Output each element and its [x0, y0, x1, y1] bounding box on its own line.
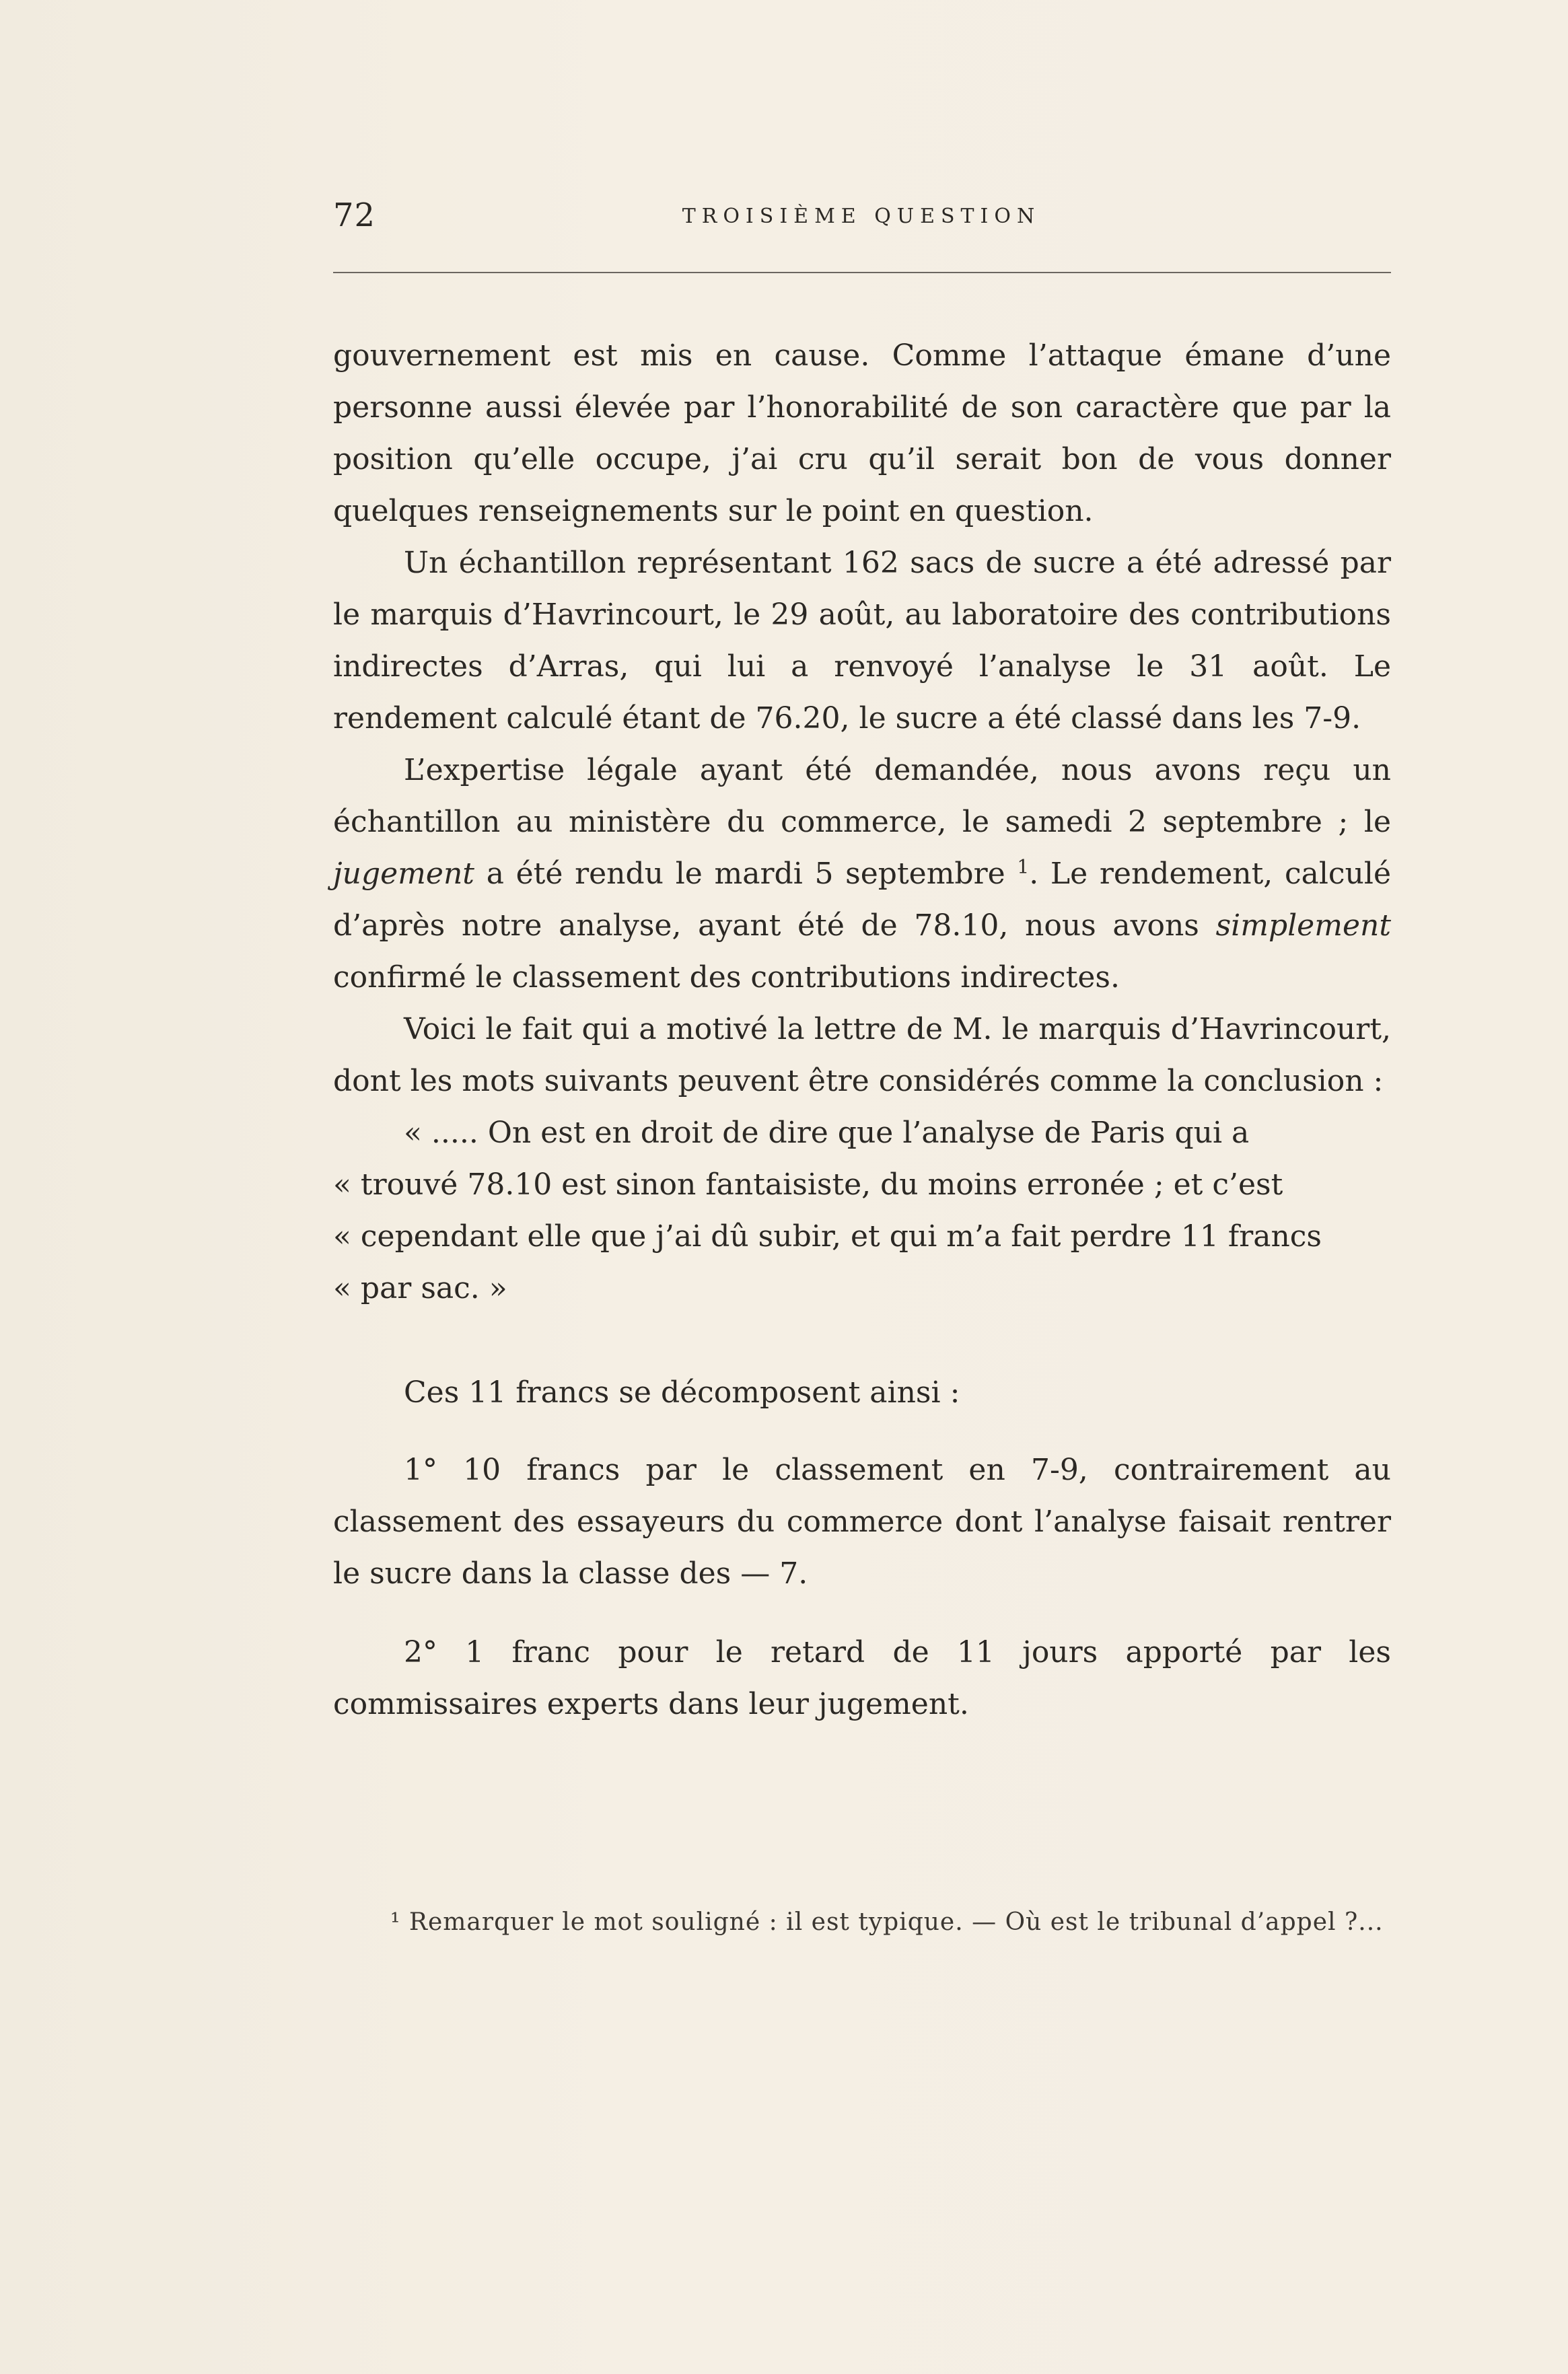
quote-line-2: « trouvé 78.10 est sinon fantaisiste, du moins erronée ; et c’est	[333, 1167, 1283, 1202]
footnote-reference[interactable]: 1	[1017, 855, 1030, 878]
emphasis-simplement: simplement	[1215, 908, 1391, 943]
paragraph-6: 1° 10 francs par le classement en 7-9, contrairement au classement des essayeurs du commerce dont l’analyse faisait rentrer le sucre dans la classe des — 7.	[333, 1453, 1391, 1591]
paragraph-3-part-d: confirmé le classement des contributions indirectes.	[333, 960, 1120, 995]
paragraph-5: Ces 11 francs se décomposent ainsi :	[404, 1375, 960, 1410]
paragraph-1: gouvernement est mis en cause. Comme l’attaque émane d’une personne aussi élevée par l’honorabilité de son caractère que par la position qu’elle occupe, j’ai cru qu’il serait bon de vous donner quelques renseignements sur le point en question.	[333, 338, 1391, 528]
quotation	[333, 1107, 1391, 1314]
footnote-text: ¹ Remarquer le mot souligné : il est typique. — Où est le tribunal d’appel ?...	[390, 1908, 1384, 1936]
paragraph-3-part-a: L’expertise légale ayant été demandée, nous avons reçu un échantillon au ministère du commerce, le samedi 2 septembre ; le	[333, 753, 1391, 839]
paragraph-7: 2° 1 franc pour le retard de 11 jours apporté par les commissaires experts dans leur jugement.	[333, 1635, 1391, 1721]
paragraph-3	[333, 744, 1391, 1003]
paragraph-2: Un échantillon représentant 162 sacs de sucre a été adressé par le marquis d’Havrincourt, le 29 août, au laboratoire des contributions indirectes d’Arras, qui lui a renvoyé l’analyse le 31 août. Le rendement calculé étant de 76.20, le sucre a été classé dans les 7-9.	[333, 546, 1391, 735]
footnote	[333, 1901, 1391, 1944]
quote-line-4: « par sac. »	[333, 1271, 507, 1305]
header-rule	[333, 272, 1391, 273]
paragraph-3-part-c: . Le rendement, calculé d’après notre analyse, ayant été de 78.10, nous avons	[333, 857, 1391, 943]
page-header	[333, 196, 1390, 250]
quote-line-1: « ..... On est en droit de dire que l’analyse de Paris qui a	[404, 1116, 1250, 1150]
paragraph-3-part-b: a été rendu le mardi 5 septembre	[486, 857, 1005, 891]
paragraph-4: Voici le fait qui a motivé la lettre de M. le marquis d’Havrincourt, dont les mots suivants peuvent être considérés comme la conclusion :	[333, 1012, 1391, 1098]
body-text	[333, 330, 1391, 1730]
quote-line-3: « cependant elle que j’ai dû subir, et qui m’a fait perdre 11 francs	[333, 1219, 1322, 1254]
page-number: 72	[333, 196, 376, 234]
running-title: TROISIÈME QUESTION	[682, 205, 1041, 228]
emphasis-jugement: jugement	[333, 857, 474, 891]
